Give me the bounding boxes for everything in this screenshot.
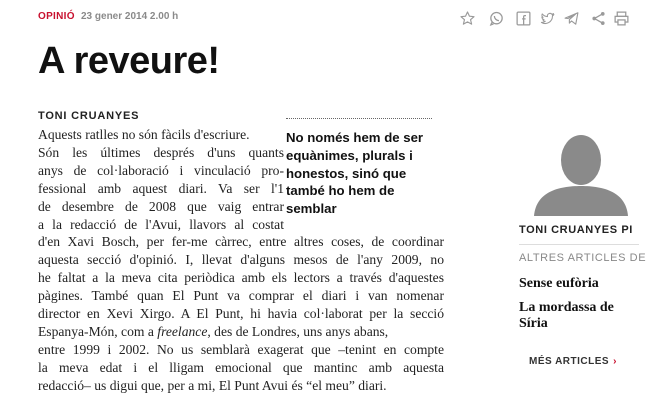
- body-line: fessional amb aquest diari. Va ser l'1: [38, 180, 284, 196]
- body-line-start: Espanya-Món, com a: [38, 323, 158, 339]
- body-line: Són les últimes després d'uns quants: [38, 144, 284, 160]
- italic-word: freelance: [157, 323, 208, 339]
- article-header-bar: [0, 0, 630, 36]
- body-line: redacció– us digui que, per a mi, El Punt Avui és “el meu” diari.: [38, 377, 387, 393]
- other-articles-label: ALTRES ARTICLES DE: [519, 252, 646, 264]
- telegram-icon[interactable]: [562, 9, 580, 27]
- other-article-link[interactable]: Sense eufòria: [519, 276, 599, 291]
- publish-date: 23 gener 2014 2.00 h: [81, 11, 179, 22]
- other-article-link-continued[interactable]: Síria: [519, 316, 548, 331]
- twitter-icon[interactable]: [538, 9, 556, 27]
- body-line: anys de col·laboració i vinculació pro-: [38, 162, 284, 178]
- section-label[interactable]: OPINIÓ: [38, 11, 75, 22]
- body-line: he faltat a la meva cita periòdica amb els lectors a través d'aquestes: [38, 270, 444, 286]
- body-line-end: , des de Londres, uns anys abans,: [207, 323, 389, 339]
- body-line: a la redacció de l'Avui, llavors al costat: [38, 216, 284, 232]
- body-line: pàgines. També quan El Punt va comprar el diari i van nomenar: [38, 288, 444, 304]
- whatsapp-icon[interactable]: [487, 9, 505, 27]
- author-avatar: [530, 126, 633, 216]
- body-line: aquesta secció d'opinió. I, llevat d'alguns mesos de l'any 2009, no: [38, 252, 444, 268]
- other-article-link[interactable]: La mordassa de: [519, 300, 614, 315]
- article-title: A reveure!: [38, 40, 220, 82]
- chevron-right-icon: ›: [613, 356, 617, 367]
- body-line: entre 1999 i 2002. No us semblarà exagerat que –tenint en compte: [38, 341, 444, 357]
- sidebar-author-name[interactable]: TONI CRUANYES PI: [519, 224, 633, 236]
- pull-quote: No només hem de ser equànimes, plurals i honestos, sinó que també ho hem de semblar: [286, 118, 432, 218]
- facebook-icon[interactable]: [514, 9, 532, 27]
- sidebar-divider: [519, 244, 639, 245]
- body-line: Aquests ratlles no són fàcils d'escriure.: [38, 127, 250, 142]
- more-articles-label: MÉS ARTICLES: [529, 356, 610, 367]
- body-line: d'en Xavi Bosch, per fer-me càrrec, entre altres coses, de coordinar: [38, 234, 444, 250]
- body-line: director en Xevi Xirgo. A El Punt, hi havia col·laborat per la secció: [38, 306, 444, 322]
- star-icon[interactable]: [458, 9, 476, 27]
- body-line: de desembre de 2008 que vaig entrar: [38, 198, 284, 214]
- article-author[interactable]: TONI CRUANYES: [38, 110, 140, 122]
- more-articles-link[interactable]: [529, 356, 617, 367]
- print-icon[interactable]: [612, 9, 630, 27]
- body-line: [38, 323, 444, 341]
- share-icon[interactable]: [589, 9, 607, 27]
- body-line: la meva edat i el lligam emocional que mantinc amb aquesta: [38, 359, 444, 375]
